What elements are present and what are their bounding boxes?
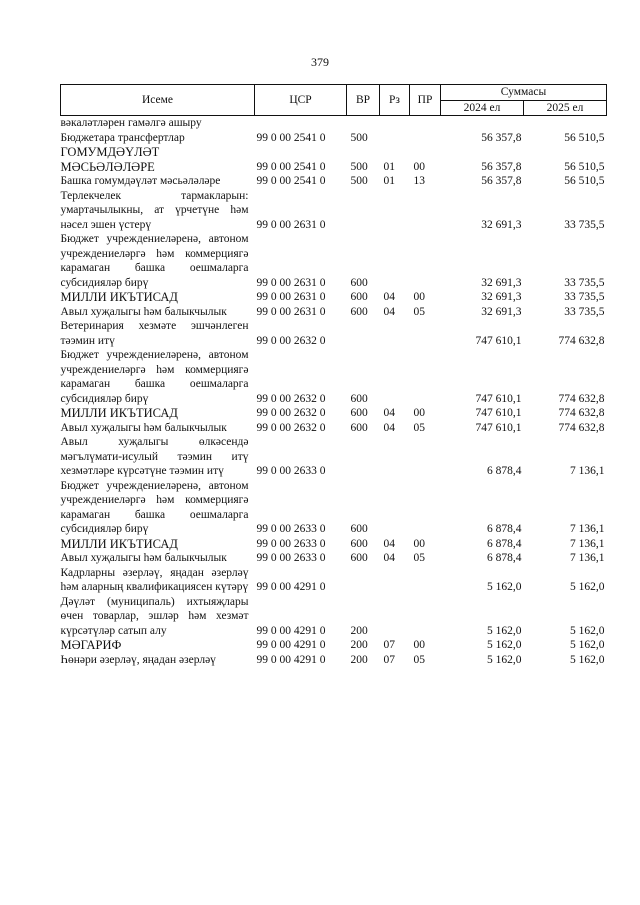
table-row — [61, 232, 607, 290]
row-rz: 04 — [383, 291, 395, 303]
row-amount-2025: 774 632,8 — [558, 421, 605, 434]
row-amount-2025: 56 510,5 — [564, 160, 605, 173]
table-row — [61, 421, 607, 436]
row-vr: 200 — [350, 639, 368, 651]
row-amount-2025: 56 510,5 — [564, 175, 605, 187]
row-vr: 600 — [350, 421, 368, 434]
table-row — [61, 537, 607, 552]
row-amount-2025: 33 735,5 — [564, 276, 605, 289]
row-amount-2024: 5 162,0 — [487, 653, 522, 666]
row-pr: 00 — [413, 160, 425, 173]
row-csr: 99 0 00 2633 0 — [256, 537, 326, 550]
row-name: МИЛЛИ ИКЪТИСАД — [60, 290, 178, 304]
row-amount-2024: 747 610,1 — [475, 407, 522, 419]
row-name: Терлекчелек тармакларын: умартачылыкны, ат үрчетүне һәм нәсел эшен үстерү — [60, 189, 249, 231]
row-amount-2025: 33 735,5 — [564, 305, 605, 318]
header-rz: Рз — [380, 85, 410, 116]
table-row — [61, 435, 607, 479]
row-name: Башка гомумдәүләт мәсьәләләре — [60, 175, 221, 187]
row-amount-2025: 774 632,8 — [558, 407, 605, 419]
row-rz: 04 — [383, 552, 395, 564]
row-vr: 600 — [350, 537, 368, 550]
row-pr — [410, 131, 441, 146]
row-rz: 04 — [383, 421, 395, 434]
table-body — [61, 116, 607, 668]
header-sums: Суммасы — [441, 85, 607, 101]
row-amount-2024: 6 878,4 — [487, 523, 522, 535]
table-row — [61, 131, 607, 146]
row-rz — [380, 566, 410, 595]
table-row — [61, 638, 607, 653]
table-row — [61, 319, 607, 348]
row-amount-2024: 32 691,3 — [481, 305, 522, 318]
header-name: Исеме — [61, 85, 255, 116]
row-amount-2025: 5 162,0 — [570, 581, 605, 593]
row-amount-2024: 6 878,4 — [487, 465, 522, 477]
row-rz: 04 — [383, 537, 395, 550]
row-name: Авыл хуҗалыгы һәм балыкчылык — [60, 421, 227, 434]
row-name: Ветеринария хезмәте эшчәнлеген тәэмин итү — [60, 320, 249, 347]
row-amount-2025: 7 136,1 — [570, 523, 605, 535]
row-rz — [380, 189, 410, 233]
row-csr: 99 0 00 2632 0 — [256, 421, 326, 434]
row-name: Кадрларны әзерләү, яңадан әзерләү һәм аларның квалификациясен күтәрү — [60, 566, 249, 593]
row-amount-2024: 56 357,8 — [481, 175, 522, 187]
row-amount-2024: 6 878,4 — [487, 537, 522, 550]
row-pr — [410, 319, 441, 348]
row-name: Авыл хуҗалыгы һәм балыкчылык — [60, 552, 227, 564]
row-amount-2024: 747 610,1 — [475, 421, 522, 434]
row-pr: 05 — [413, 653, 425, 666]
row-csr — [255, 116, 347, 131]
row-amount-2024: 56 357,8 — [481, 131, 522, 144]
row-vr: 600 — [350, 305, 368, 318]
row-amount-2024: 5 162,0 — [487, 639, 522, 651]
row-amount-2025: 774 632,8 — [558, 392, 605, 405]
row-name: МИЛЛИ ИКЪТИСАД — [60, 406, 178, 420]
table-row — [61, 566, 607, 595]
row-pr — [410, 116, 441, 131]
row-name: ГОМУМДӘҮЛӘТ МӘСЬӘЛӘЛӘРЕ — [60, 145, 160, 174]
header-year-2024: 2024 ел — [441, 100, 524, 116]
row-name: Дәүләт (муниципаль) ихтыяҗлары өчен товарлар, эшләр һәм хезмәт күрсәтүләр сатып алу — [60, 595, 249, 637]
row-rz — [380, 131, 410, 146]
table-row — [61, 290, 607, 305]
row-amount-2024: 5 162,0 — [487, 624, 522, 637]
row-pr: 00 — [413, 537, 425, 550]
table-row — [61, 305, 607, 320]
header-csr: ЦСР — [255, 85, 347, 116]
row-pr — [410, 232, 441, 290]
row-rz — [380, 435, 410, 479]
row-vr — [347, 189, 380, 233]
row-pr: 05 — [413, 305, 425, 318]
row-amount-2024: 32 691,3 — [481, 218, 522, 231]
row-name: Бюджетара трансфертлар — [60, 131, 185, 144]
table-row — [61, 174, 607, 189]
row-amount-2025: 7 136,1 — [570, 537, 605, 550]
header-pr: ПР — [410, 85, 441, 116]
table-row — [61, 551, 607, 566]
row-rz — [380, 116, 410, 131]
row-vr: 500 — [350, 131, 368, 144]
row-pr — [410, 566, 441, 595]
row-amount-2025: 33 735,5 — [564, 218, 605, 231]
row-csr: 99 0 00 2631 0 — [256, 218, 326, 231]
row-name: Бюджет учреждениеләренә, автоном учреждениеләргә һәм коммерциягә карамаган башка оешмаларга субсидияләр бирү — [60, 233, 249, 289]
row-amount-2025: 5 162,0 — [570, 639, 605, 651]
row-rz — [380, 595, 410, 639]
row-csr: 99 0 00 2631 0 — [256, 291, 326, 303]
row-amount-2024: 6 878,4 — [487, 552, 522, 564]
row-vr: 600 — [350, 276, 368, 289]
row-csr: 99 0 00 4291 0 — [256, 639, 326, 651]
row-csr: 99 0 00 2541 0 — [256, 131, 326, 144]
row-amount-2025: 7 136,1 — [570, 552, 605, 564]
row-pr: 05 — [413, 421, 425, 434]
row-amount-2025: 5 162,0 — [570, 653, 605, 666]
row-amount-2024: 32 691,3 — [481, 291, 522, 303]
row-pr: 05 — [413, 552, 425, 564]
row-amount-2025: 7 136,1 — [570, 465, 605, 477]
row-amount-2024: 56 357,8 — [481, 160, 522, 173]
row-csr: 99 0 00 2541 0 — [256, 160, 326, 173]
row-amount-2025: 774 632,8 — [558, 334, 605, 347]
table-row — [61, 116, 607, 131]
row-vr: 500 — [350, 160, 368, 173]
row-name: Авыл хуҗалыгы өлкәсендә мәгълүмати-исулый тәэмин итү хезмәтләре күрсәтүне тәэмин итү — [60, 436, 249, 477]
row-name: МИЛЛИ ИКЪТИСАД — [60, 536, 178, 551]
row-pr — [410, 189, 441, 233]
row-rz: 07 — [383, 653, 395, 666]
row-csr: 99 0 00 2632 0 — [256, 407, 326, 419]
row-vr — [347, 319, 380, 348]
row-csr: 99 0 00 2633 0 — [256, 523, 326, 535]
row-pr: 00 — [413, 291, 425, 303]
row-pr: 00 — [413, 407, 425, 419]
table-row — [61, 595, 607, 639]
row-csr: 99 0 00 2633 0 — [256, 465, 326, 477]
row-csr: 99 0 00 4291 0 — [256, 653, 326, 666]
table-row — [61, 145, 607, 174]
row-rz: 07 — [383, 639, 395, 651]
row-rz: 01 — [383, 160, 395, 173]
row-rz: 01 — [383, 175, 395, 187]
table-row — [61, 479, 607, 537]
row-vr: 200 — [350, 624, 368, 637]
row-csr: 99 0 00 4291 0 — [256, 624, 326, 637]
row-amount-2025: 5 162,0 — [570, 624, 605, 637]
row-rz — [380, 232, 410, 290]
row-amount-2025: 33 735,5 — [564, 291, 605, 303]
row-vr — [347, 566, 380, 595]
row-pr — [410, 435, 441, 479]
row-pr — [410, 595, 441, 639]
row-csr: 99 0 00 2632 0 — [256, 334, 326, 347]
row-amount-2024: 747 610,1 — [475, 334, 522, 347]
row-rz: 04 — [383, 407, 395, 419]
row-pr: 13 — [413, 175, 425, 187]
row-rz: 04 — [383, 305, 395, 318]
row-vr: 200 — [350, 653, 368, 666]
page-number: 379 — [311, 55, 329, 69]
row-rz — [380, 479, 410, 537]
row-csr: 99 0 00 2631 0 — [256, 276, 326, 289]
row-vr: 500 — [350, 175, 368, 187]
row-name: Бюджет учреждениеләренә, автоном учреждениеләргә һәм коммерциягә карамаган башка оешмаларга субсидияләр бирү — [60, 479, 249, 535]
row-rz — [380, 319, 410, 348]
row-rz — [380, 348, 410, 406]
budget-table — [60, 84, 606, 667]
row-csr: 99 0 00 2541 0 — [256, 175, 326, 187]
row-vr: 600 — [350, 523, 368, 535]
table-row — [61, 348, 607, 406]
row-csr: 99 0 00 4291 0 — [256, 581, 326, 593]
row-amount-2024 — [441, 116, 524, 131]
row-csr: 99 0 00 2631 0 — [256, 305, 326, 318]
header-vr: ВР — [347, 85, 380, 116]
row-csr: 99 0 00 2632 0 — [256, 392, 326, 405]
row-pr: 00 — [413, 639, 425, 651]
row-pr — [410, 479, 441, 537]
row-vr: 600 — [350, 392, 368, 405]
row-vr: 600 — [350, 552, 368, 564]
row-name: Һөнәри әзерләү, яңадан әзерләү — [60, 653, 216, 666]
row-amount-2025: 56 510,5 — [564, 131, 605, 144]
row-name: МӘГАРИФ — [60, 638, 122, 652]
row-amount-2025 — [524, 116, 607, 131]
table-row — [61, 653, 607, 668]
row-vr: 600 — [350, 407, 368, 419]
table-row — [61, 406, 607, 421]
row-vr — [347, 435, 380, 479]
header-year-2025: 2025 ел — [524, 100, 607, 116]
row-csr: 99 0 00 2633 0 — [256, 552, 326, 564]
row-name: Авыл хуҗалыгы һәм балыкчылык — [60, 305, 227, 318]
row-pr — [410, 348, 441, 406]
row-vr — [347, 116, 380, 131]
table-row — [61, 189, 607, 233]
row-name: вәкаләтләрен гамәлгә ашыру — [60, 117, 202, 129]
row-vr: 600 — [350, 291, 368, 303]
table-header — [61, 85, 607, 116]
row-name: Бюджет учреждениеләренә, автоном учреждениеләргә һәм коммерциягә карамаган башка оешмаларга субсидияләр бирү — [60, 349, 249, 405]
row-amount-2024: 747 610,1 — [475, 392, 522, 405]
row-amount-2024: 32 691,3 — [481, 276, 522, 289]
row-amount-2024: 5 162,0 — [487, 581, 522, 593]
